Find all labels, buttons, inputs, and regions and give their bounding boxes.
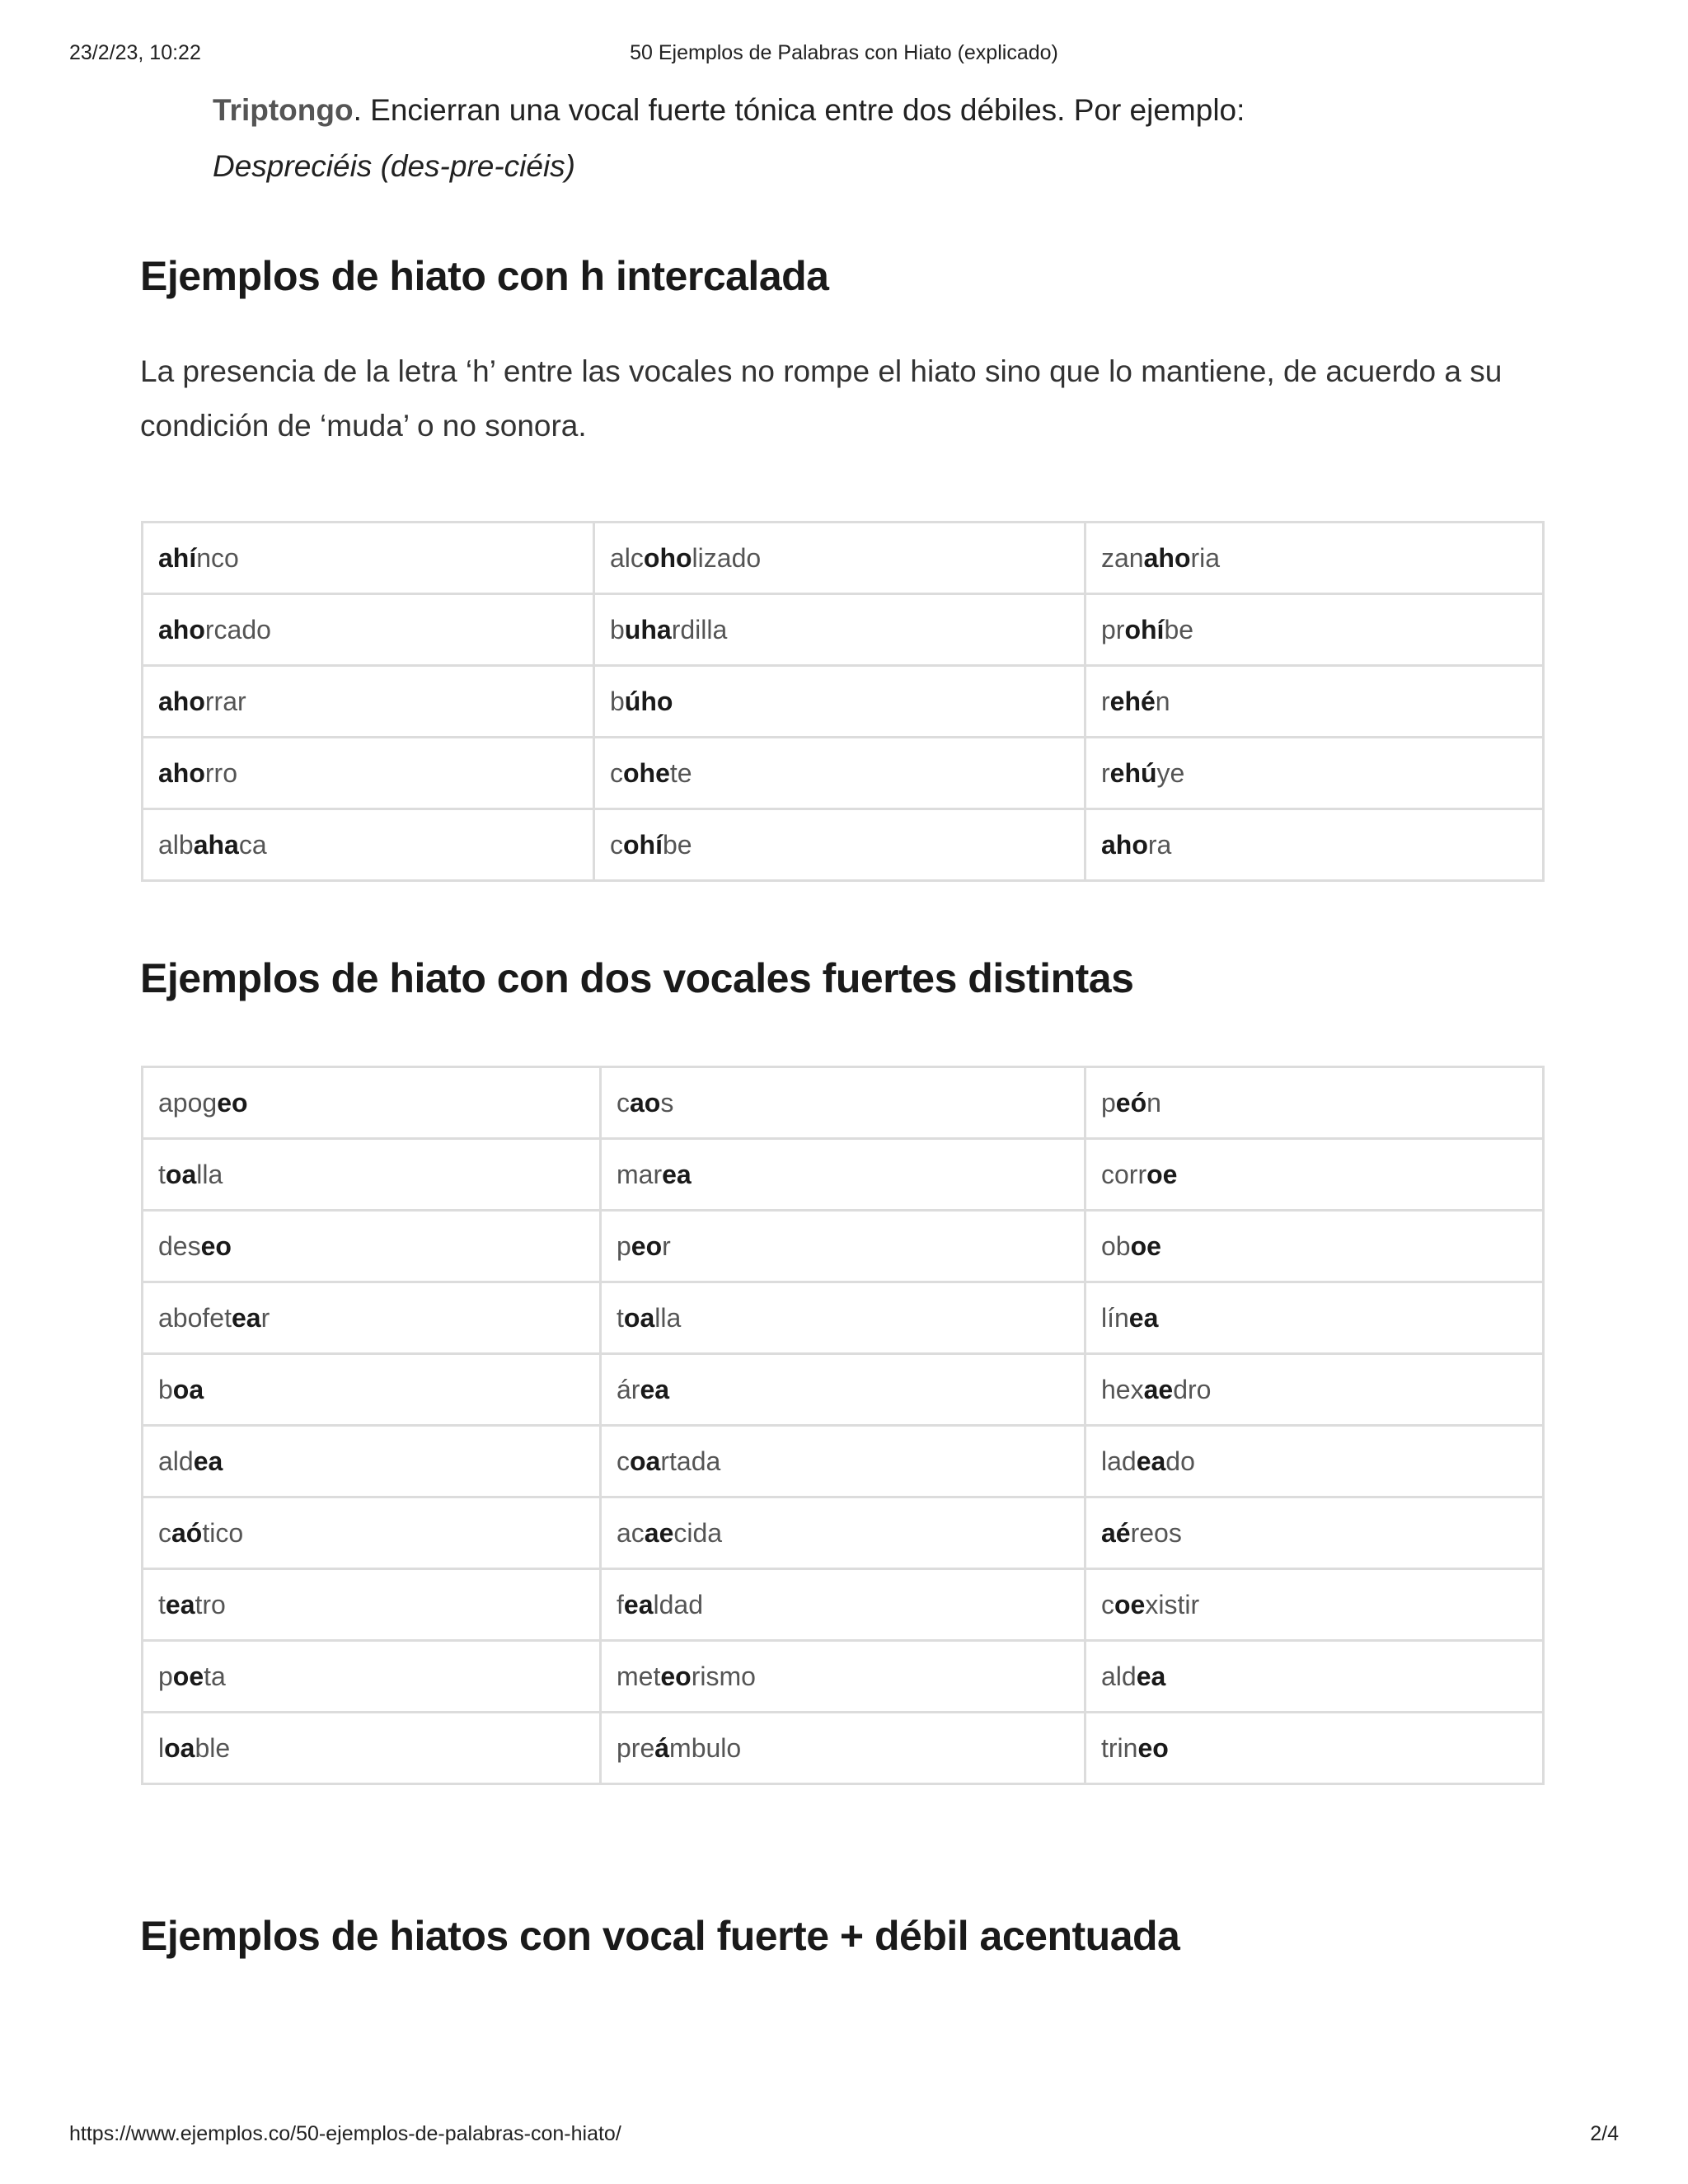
word-part: be [662,829,692,860]
word-cell [143,1497,601,1569]
word-hiato-part: ae [1143,1374,1174,1404]
word-part: lín [1101,1302,1129,1333]
word-part: ble [195,1732,231,1763]
word-hiato-part: ea [165,1589,195,1619]
word-part: alb [158,829,194,860]
word-hiato-part: eo [200,1230,232,1261]
word-cell [601,1282,1085,1354]
table-row [143,809,1544,881]
word-part: corr [1101,1159,1147,1189]
word-cell [594,738,1085,809]
word-cell [601,1426,1085,1497]
table-row [143,1641,1544,1713]
word-part: lla [196,1159,223,1189]
word-part: cida [673,1517,723,1548]
word-part: t [617,1302,624,1333]
word-hiato-part: uha [624,614,672,644]
word-hiato-part: oa [172,1374,204,1404]
word-part: b [158,1374,173,1404]
table-row [143,1282,1544,1354]
page-number: 2/4 [1590,2122,1619,2145]
table-row [143,1139,1544,1211]
word-hiato-part: ohí [1124,614,1165,644]
word-cell [1085,1569,1544,1641]
word-hiato-part: aho [1101,829,1148,860]
word-part: ra [1147,829,1172,860]
word-part: abofet [158,1302,232,1333]
word-hiato-part: eo [660,1661,692,1691]
table-row [143,666,1544,738]
word-part: c [617,1087,630,1118]
print-url: https://www.ejemplos.co/50-ejemplos-de-palabras-con-hiato/ [69,2122,621,2145]
word-cell [143,1713,601,1784]
word-part: pre [617,1732,655,1763]
table-h-intercalada [141,521,1545,882]
word-part: ald [158,1446,194,1476]
word-hiato-part: oe [1146,1159,1178,1189]
word-part: do [1165,1446,1195,1476]
word-hiato-part: á [654,1732,670,1763]
word-part: p [1101,1087,1116,1118]
word-hiato-part: ehé [1109,686,1156,716]
word-hiato-part: ea [662,1159,692,1189]
print-footer [0,2122,1688,2152]
word-part: alc [610,542,644,573]
word-part: l [158,1732,165,1763]
word-cell [1085,809,1544,881]
word-part: lad [1101,1446,1137,1476]
table-row [143,1067,1544,1139]
word-hiato-part: aho [158,614,205,644]
word-cell [601,1641,1085,1713]
word-cell [143,523,594,594]
word-hiato-part: ahí [158,542,197,573]
word-cell [143,1426,601,1497]
word-cell [1085,1497,1544,1569]
word-hiato-part: ea [193,1446,223,1476]
word-hiato-part: aha [193,829,239,860]
word-cell [601,1211,1085,1282]
table-row [143,1713,1544,1784]
word-cell [143,1641,601,1713]
word-part: c [158,1517,171,1548]
print-title: 50 Ejemplos de Palabras con Hiato (explicado) [630,41,1058,64]
word-cell [143,1067,601,1139]
triptongo-text: . Encierran una vocal fuerte tónica entre dos débiles. Por ejemplo: [353,93,1245,127]
word-part: ob [1101,1230,1131,1261]
word-cell [1085,1282,1544,1354]
word-part: ye [1156,757,1185,788]
table-row [143,1426,1544,1497]
word-hiato-part: ea [1136,1446,1166,1476]
word-cell [594,594,1085,666]
word-part: b [610,614,625,644]
word-part: rro [204,757,237,788]
word-part: ac [617,1517,645,1548]
word-cell [601,1067,1085,1139]
word-cell [1085,1067,1544,1139]
word-cell [1085,1426,1544,1497]
word-part: hex [1101,1374,1144,1404]
word-hiato-part: oe [1130,1230,1161,1261]
word-hiato-part: ea [1128,1302,1159,1333]
word-part: ldad [653,1589,703,1619]
word-part: lizado [692,542,762,573]
word-part: mbulo [669,1732,742,1763]
table-row [143,594,1544,666]
word-hiato-part: aho [1143,542,1191,573]
heading-vocales-fuertes: Ejemplos de hiato con dos vocales fuertes distintas [140,955,1134,1001]
word-hiato-part: ehú [1109,757,1157,788]
word-hiato-part: oe [172,1661,204,1691]
word-hiato-part: oho [643,542,692,573]
word-part: rcado [204,614,271,644]
triptongo-term: Triptongo [213,93,354,127]
table-row [143,1497,1544,1569]
word-cell [143,1282,601,1354]
word-part: ta [204,1661,226,1691]
word-part: n [1146,1087,1161,1118]
triptongo-definition [213,82,1614,194]
word-part: ria [1190,542,1221,573]
word-hiato-part: oa [630,1446,661,1476]
word-hiato-part: ea [231,1302,261,1333]
word-part: pr [1101,614,1125,644]
word-part: rtada [660,1446,721,1476]
word-part: ald [1101,1661,1137,1691]
word-part: t [158,1589,166,1619]
word-cell [1085,1641,1544,1713]
print-header [0,41,1688,71]
word-part: t [158,1159,166,1189]
word-hiato-part: aé [1101,1517,1131,1548]
word-hiato-part: eo [1137,1732,1169,1763]
word-hiato-part: ohí [623,829,663,860]
word-cell [1085,523,1544,594]
word-cell [143,809,594,881]
word-hiato-part: oe [1114,1589,1146,1619]
word-part: trin [1101,1732,1138,1763]
word-cell [1085,1139,1544,1211]
word-cell [143,738,594,809]
triptongo-example: Despreciéis (des-pre-ciéis) [213,149,576,183]
word-hiato-part: ohe [623,757,670,788]
word-part: ár [617,1374,640,1404]
word-hiato-part: aho [158,686,205,716]
word-part: xistir [1145,1589,1200,1619]
word-cell [143,666,594,738]
word-part: f [617,1589,624,1619]
word-part: r [1101,686,1110,716]
word-part: r [260,1302,270,1333]
word-cell [1085,1713,1544,1784]
word-hiato-part: eo [631,1230,663,1261]
word-hiato-part: eo [217,1087,248,1118]
word-part: c [617,1446,630,1476]
word-cell [1085,1211,1544,1282]
word-part: tro [195,1589,226,1619]
word-cell [143,594,594,666]
word-hiato-part: oa [623,1302,655,1333]
table-row [143,738,1544,809]
word-cell [1085,1354,1544,1426]
word-part: r [1101,757,1110,788]
word-part: n [1155,686,1170,716]
table-row [143,1569,1544,1641]
word-part: c [610,829,623,860]
word-part: rdilla [671,614,728,644]
word-part: lla [654,1302,682,1333]
word-part: zan [1101,542,1144,573]
word-hiato-part: eó [1115,1087,1147,1118]
word-part: apog [158,1087,218,1118]
word-part: ca [238,829,267,860]
word-part: p [158,1661,173,1691]
table-row [143,523,1544,594]
word-hiato-part: oa [164,1732,195,1763]
word-hiato-part: ao [630,1087,661,1118]
word-hiato-part: ea [640,1374,670,1404]
word-cell [143,1354,601,1426]
word-cell [601,1354,1085,1426]
word-part: r [662,1230,671,1261]
word-cell [1085,666,1544,738]
word-part: be [1164,614,1194,644]
word-hiato-part: ae [644,1517,674,1548]
table-vocales-fuertes [141,1066,1545,1785]
paragraph-h-intercalada: La presencia de la letra ‘h’ entre las vocales no rompe el hiato sino que lo mantiene, de acuerdo a su condición de ‘muda’ o no sonora. [140,354,1503,443]
word-part: p [617,1230,631,1261]
word-part: te [669,757,692,788]
word-hiato-part: úho [624,686,673,716]
word-hiato-part: ea [623,1589,654,1619]
table-row [143,1354,1544,1426]
word-part: nco [196,542,239,573]
word-part: c [610,757,623,788]
word-part: reos [1130,1517,1182,1548]
word-cell [1085,738,1544,809]
word-part: des [158,1230,201,1261]
print-datetime: 23/2/23, 10:22 [69,41,201,64]
word-cell [594,809,1085,881]
word-hiato-part: aho [158,757,205,788]
heading-h-intercalada: Ejemplos de hiato con h intercalada [140,253,829,299]
word-part: c [1101,1589,1114,1619]
word-part: met [617,1661,661,1691]
word-cell [1085,594,1544,666]
word-cell [143,1139,601,1211]
word-part: b [610,686,625,716]
word-part: s [660,1087,674,1118]
word-cell [594,523,1085,594]
word-cell [143,1211,601,1282]
word-part: mar [617,1159,663,1189]
word-part: rrar [204,686,246,716]
word-hiato-part: oa [165,1159,197,1189]
word-cell [601,1139,1085,1211]
word-part: rismo [691,1661,756,1691]
word-cell [601,1569,1085,1641]
word-cell [601,1713,1085,1784]
word-hiato-part: aó [171,1517,203,1548]
word-cell [143,1569,601,1641]
word-cell [594,666,1085,738]
word-part: tico [202,1517,244,1548]
word-cell [601,1497,1085,1569]
word-part: dro [1173,1374,1212,1404]
table-row [143,1211,1544,1282]
word-hiato-part: ea [1136,1661,1166,1691]
heading-vocal-debil-acentuada: Ejemplos de hiatos con vocal fuerte + débil acentuada [140,1913,1180,1959]
